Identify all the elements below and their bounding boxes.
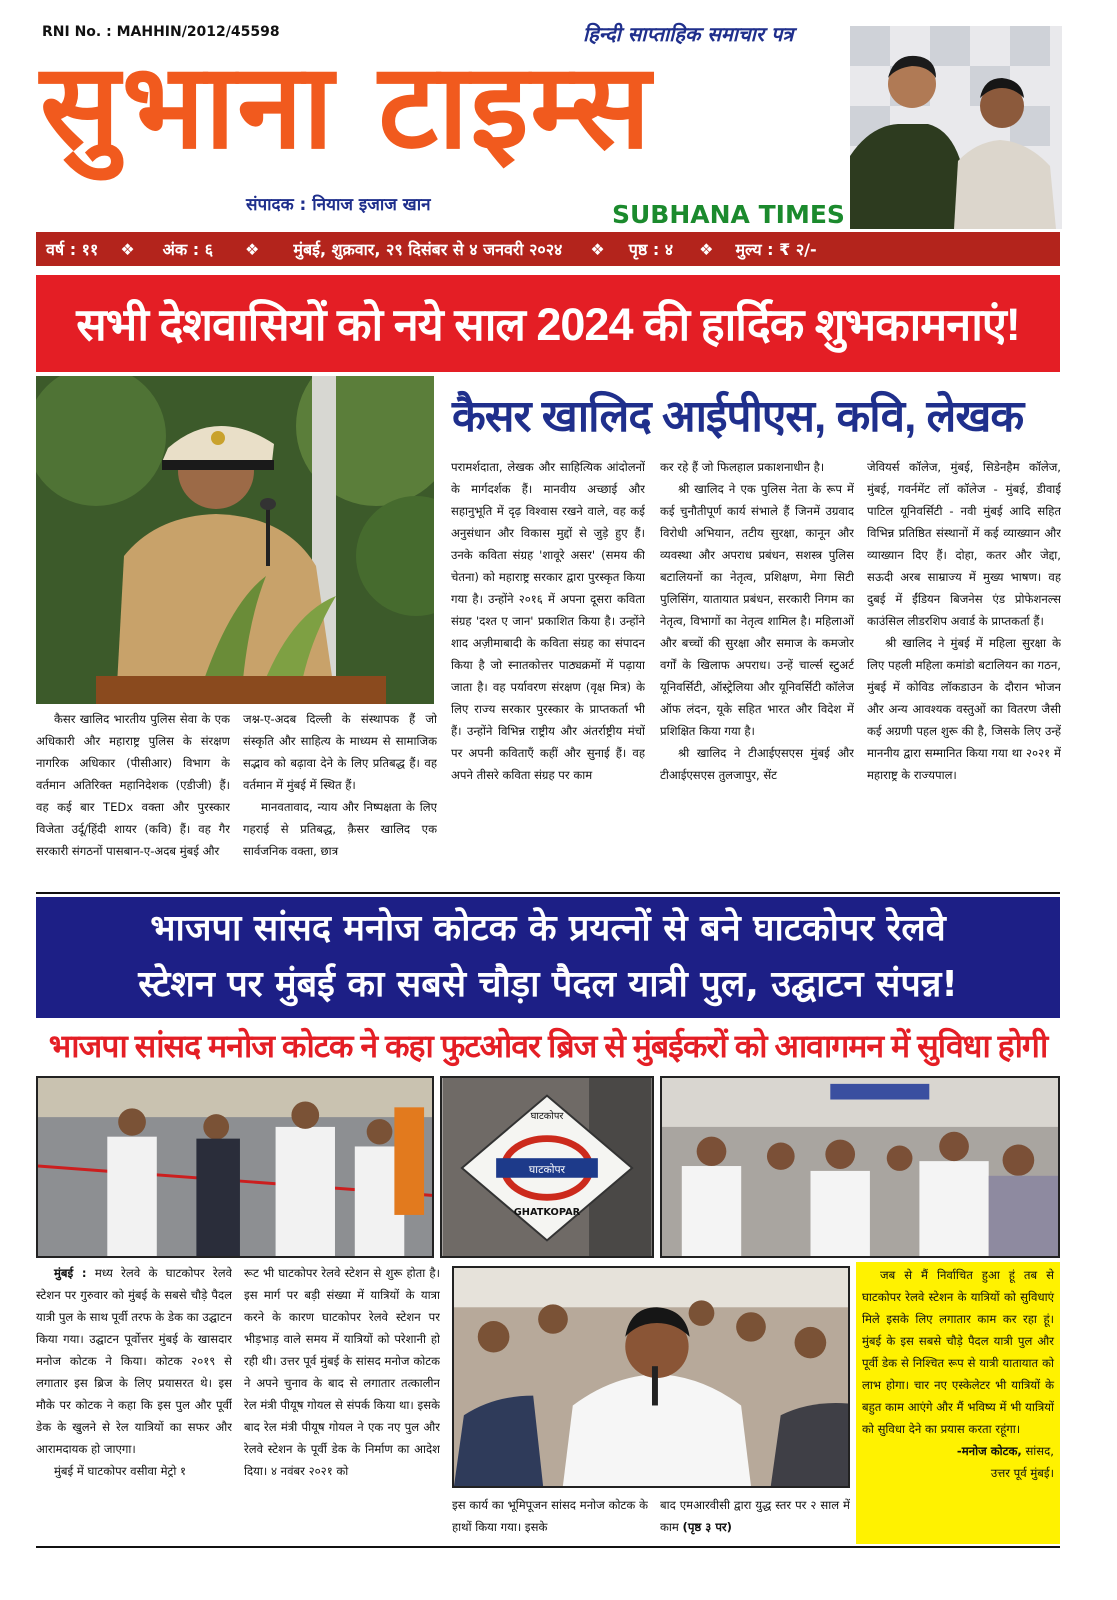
separator: ❖ xyxy=(699,239,714,259)
quote-role: सांसद, xyxy=(1025,1444,1054,1458)
volume-year: वर्ष : ११ xyxy=(46,240,99,259)
issue-info-bar xyxy=(36,232,1060,266)
bjp-column-1: मुंबई : मध्य रेलवे के घाटकोपर रेलवे स्टेशन पर गुरुवार को मुंबई के सबसे चौड़े पैदल यात्री पुल के साथ पूर्वी तरफ के डेक का उद्घाटन किया गया। उद्घाटन पूर्वोत्तर मुंबई के खासदार मनोज कोटक ने किया। कोटक २०१९ से लगातार इस ब्रिज के लिए प्रयासरत थे। इस मौके पर कोटक ने कहा कि इस पुल और पूर्वी डेक के खुलने से रेल यात्रियों का सफर और आरामदायक हो जाएगा। मुंबई में घाटकोपर वसीवा मेट्रो १ xyxy=(36,1266,232,1478)
bjp-column-3: इस कार्य का भूमिपूजन सांसद मनोज कोटक के हाथों किया गया। इसके xyxy=(452,1498,648,1534)
kaiser-headline: कैसर खालिद आईपीएस, कवि, लेखक xyxy=(452,392,1024,441)
dateline: मुंबई : xyxy=(54,1266,87,1280)
kaiser-column-5: जेवियर्स कॉलेज, मुंबई, सिडेनहैम कॉलेज, मुंबई, गवर्नमेंट लॉ कॉलेज - मुंबई, डीवाई पाटिल यूनिवर्सिटी - नवी मुंबई आदि सहित विभिन्न प्रतिष्ठित संस्थानों में कई व्याख्यान और व्याख्यान दिए हैं। दोहा, कतर और जेद्दा, सऊदी अरब साम्राज्य में मुख्य भाषण। वह दुबई में ईंडियन बिजनेस एंड प्रोफेशनल्स काउंसिल लीडरशिप अवार्ड के प्राप्तकर्ता हैं। श्री खालिद ने मुंबई में महिला सुरक्षा के लिए पहली महिला कमांडो बटालियन का गठन, मुंबई में कोविड लॉकडाउन के दौरान भोजन और अन्य आवश्यक वस्तुओं का वितरण जैसी कई अग्रणी पहल शुरू की है, जिसके लिए उन्हें माननीय द्वारा सम्मानित किया गया था २०२१ में महाराष्ट्र के राज्यपाल। xyxy=(867,460,1061,782)
kaiser-column-2: जश्न-ए-अदब दिल्ली के संस्थापक हैं जो संस्कृति और साहित्य के माध्यम से सामाजिक सद्भाव को बढ़ावा देने के लिए प्रतिबद्ध हैं। वह वर्तमान में मुंबई में स्थित हैं। मानवतावाद, न्याय और निष्पक्षता के लिए गहराई से प्रतिबद्ध, क़ैसर खालिद एक सार्वजनिक वक्ता, छात्र xyxy=(243,712,437,858)
sign-text-middle: घाटकोपर xyxy=(528,1162,566,1176)
rni-number: RNI No. : MAHHIN/2012/45598 xyxy=(42,24,280,40)
page-count: पृष्ठ : ४ xyxy=(628,240,674,259)
bjp-headline-line-2: स्टेशन पर मुंबई का सबसे चौड़ा पैदल यात्री पुल, उद्घाटन संपन्न! xyxy=(138,964,958,1005)
section-divider xyxy=(36,892,1060,894)
issue-date: मुंबई, शुक्रवार, २९ दिसंबर से ४ जनवरी २०२४ xyxy=(293,240,563,259)
masthead-photo xyxy=(850,26,1062,229)
ghatkopar-sign-photo xyxy=(440,1076,654,1258)
bjp-headline-line-1: भाजपा सांसद मनोज कोटक के प्रयत्नों से बने घाटकोपर रेलवे xyxy=(150,908,946,949)
bjp-column-4: बाद एमआरवीसी द्वारा युद्ध स्तर पर २ साल में काम (पृष्ठ ३ पर) xyxy=(660,1498,850,1534)
kaiser-column-3: परामर्शदाता, लेखक और साहित्यिक आंदोलनों के मार्गदर्शक हैं। मानवीय अच्छाई और सहानुभूति में दृढ़ विश्वास रखने वाले, वह कई अनुसंधान और विकास मुद्दों से जुड़े हुए हैं। उनके कविता संग्रह 'शावूरे असर' (समय की चेतना) को महाराष्ट्र सरकार द्वारा पुरस्कृत किया गया है। उन्होंने २०१६ में अपना दूसरा कविता संग्रह 'दश्त ए जान' प्रकाशित किया है। उन्होंने शाद अज़ीमाबादी के कविता संग्रह का संपादन किया है जो स्नातकोत्तर पाठ्यक्रमों में पढ़ाया जाता है। वह पर्यावरण संरक्षण (वृक्ष मित्र) के लिए राज्य सरकार पुरस्कार के प्राप्तकर्ता भी हैं। उन्होंने विभिन्न राष्ट्रीय और अंतर्राष्ट्रीय मंचों पर अपनी कविताएँ कहीं और सुनाई हैं। वह अपने तीसरे कविता संग्रह पर काम xyxy=(451,460,645,782)
editor-credit: संपादक : नियाज इजाज खान xyxy=(246,195,431,215)
separator: ❖ xyxy=(245,239,260,259)
quote-area: उत्तर पूर्व मुंबई। xyxy=(990,1466,1054,1480)
separator: ❖ xyxy=(120,239,135,259)
tagline: हिन्दी साप्ताहिक समाचार पत्र xyxy=(583,22,794,46)
bjp-subheadline: भाजपा सांसद मनोज कोटक ने कहा फुटओवर ब्रिज से मुंबईकरों को आवागमन में सुविधा होगी xyxy=(48,1028,1048,1064)
kaiser-column-1: कैसर खालिद भारतीय पुलिस सेवा के एक अधिकारी और महाराष्ट्र पुलिस के संरक्षण नागरिक अधिकार (पीसीआर) विभाग के वर्तमान अतिरिक्त महानिदेशक (एडीजी) हैं। वह कई बार TEDx वक्ता और पुरस्कार विजेता उर्दू/हिंदी शायर (कवि) हैं। वह गैर सरकारी संगठनों पासबान-ए-अदब मुंबई और xyxy=(36,712,230,858)
masthead-title: सुभाना टाइम्स xyxy=(40,37,653,175)
manoj-kotak-speaking-photo xyxy=(452,1266,850,1488)
inauguration-photo xyxy=(36,1076,434,1258)
footer-rule xyxy=(36,1546,1060,1548)
masthead-title-english: SUBHANA TIMES xyxy=(612,200,845,229)
new-year-banner: सभी देशवासियों को नये साल 2024 की हार्दिक शुभकामनाएं! xyxy=(36,275,1060,372)
bjp-column-2: रूट भी घाटकोपर रेलवे स्टेशन से शुरू होता है। इस मार्ग पर बड़ी संख्या में यात्रियों के यात्रा करने के कारण घाटकोपर रेलवे स्टेशन पर भीड़भाड़ वाले समय में यात्रियों को परेशानी हो रही थी। उत्तर पूर्व मुंबई के सांसद मनोज कोटक ने अपने चुनाव के बाद से लगातार तत्कालीन रेल मंत्री पीयूष गोयल से संपर्क किया था। इसके बाद रेल मंत्री पीयूष गोयल ने एक नए पुल और रेलवे स्टेशन के पूर्वी डेक के निर्माण का आदेश दिया। ४ नवंबर २०२१ को xyxy=(244,1266,440,1478)
quote-text: जब से मैं निर्वाचित हुआ हूं तब से घाटकोपर रेलवे स्टेशन के यात्रियों को सुविधाएं मिले इसके लिए लगातार काम कर रहा हूं। मुंबई के इस सबसे चौड़े पैदल यात्री पुल और पूर्वी डेक से निश्चित रूप से यात्री यातायात को लाभ होगा। चार नए एस्केलेटर भी यात्रियों के बहुत काम आएंगे और मैं भविष्य में भी यात्रियों को सुविधा देने का प्रयास करता रहूंगा। xyxy=(862,1268,1054,1436)
quote-name: -मनोज कोटक, xyxy=(956,1444,1022,1458)
manoj-kotak-quote-box xyxy=(856,1262,1060,1544)
issue-number: अंक : ६ xyxy=(162,240,214,259)
continued-marker: (पृष्ठ ३ पर) xyxy=(682,1520,732,1534)
crowd-photo xyxy=(660,1076,1060,1258)
kaiser-khalid-photo xyxy=(36,376,434,704)
bjp-headline xyxy=(36,897,1060,1018)
sign-text-top: घाटकोपर xyxy=(530,1111,564,1123)
sign-text-bottom: GHATKOPAR xyxy=(513,1206,581,1218)
price: मुल्य : ₹ २/- xyxy=(735,240,817,259)
kaiser-column-4: कर रहे हैं जो फिलहाल प्रकाशनाधीन है। श्री खालिद ने एक पुलिस नेता के रूप में कई चुनौतीपूर्ण कार्य संभाले हैं जिनमें उग्रवाद विरोधी अभियान, तटीय सुरक्षा, कानून और व्यवस्था और अपराध प्रबंधन, सशस्त्र पुलिस बटालियनों का नेतृत्व, प्रशिक्षण, मेगा सिटी पुलिसिंग, यातायात प्रबंधन, सरकारी निगम का नेतृत्व, विभागों का नेतृत्व शामिल है। महिलाओं और बच्चों की सुरक्षा और समाज के कमजोर वर्गों के खिलाफ अपराध। उन्हें चार्ल्स स्टुअर्ट यूनिवर्सिटी, ऑस्ट्रेलिया और यूनिवर्सिटी कॉलेज ऑफ लंदन, यूके सहित भारत और विदेश में प्रशिक्षित किया गया है। श्री खालिद ने टीआईएसएस मुंबई और टीआईएसएस तुलजापुर, सेंट xyxy=(660,460,854,782)
separator: ❖ xyxy=(590,239,605,259)
